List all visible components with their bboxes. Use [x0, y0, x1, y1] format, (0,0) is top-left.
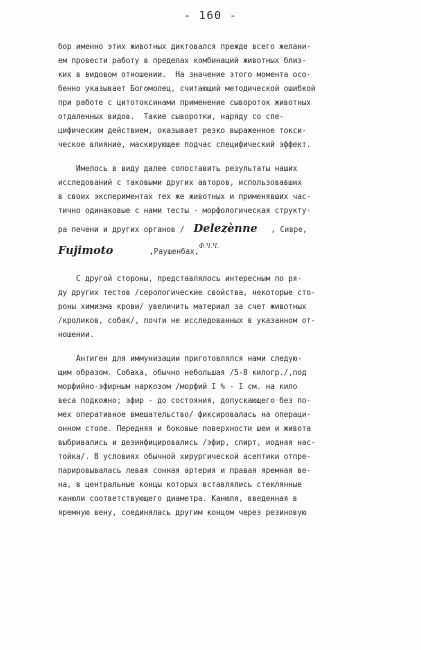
text-line-with-handwriting	[58, 218, 418, 240]
text-line: ческое влияние, маскирующее подчас специфический эффект.	[58, 140, 311, 149]
text-line: отдаленных видов. Такие сыворотки, наряду со спе-	[58, 112, 284, 121]
text-line: Имелось в виду далее сопоставить результаты наших	[58, 164, 298, 173]
text-line: цифическим действием, оказывает резко выраженное токси-	[58, 126, 307, 135]
text-line: /кроликов, собак/, почти не исследованных в указанном от-	[58, 316, 316, 325]
text-line: парировывалась левая сонная артерия и правая яремная ве-	[58, 466, 311, 475]
text-line: онном столе. Передняя и боковые поверхности шеи и живота	[58, 424, 311, 433]
text-line: С другой стороны, представлялось интересным по ря-	[58, 274, 302, 283]
text-line: тойка/. В условиях обычной хирургической асептики отпре-	[58, 452, 311, 461]
text-line: исследований с таковыми других авторов, использовавших	[58, 178, 302, 187]
text-line: выбривались и дезинфицировались /эфир, спирт, иодная нас-	[58, 438, 316, 447]
text-line: морфийно-эфирным наркозом /морфий I % - I см. на кило	[58, 382, 298, 391]
text-line: роны химизма крови/ увеличить материал за счет животных	[58, 302, 307, 311]
paragraph-gap	[58, 342, 418, 352]
text-fragment: ,Раушенбах,	[149, 247, 199, 256]
text-line: ких в видовом отношении. На значение этого момента осо-	[58, 70, 311, 79]
text-line: тично одинаковые с нами тесты - морфологическая структу-	[58, 206, 311, 215]
handwritten-fujimoto: Fujimoto	[58, 244, 114, 257]
text-line: в своих экспериментах тех же животных и применявших час-	[58, 192, 311, 201]
text-line-with-handwriting	[58, 240, 418, 262]
text-line: бор именно этих животных диктовался прежде всего желани-	[58, 42, 311, 51]
text-line: Антиген для иммунизации приготовлялся нами следую-	[58, 354, 302, 363]
text-line: яремную вену, соединялась другим концом через резиновую	[58, 508, 307, 517]
text-line: мех оперативное вмешательство/ фиксировалась на операци-	[58, 410, 311, 419]
paragraph-gap	[58, 152, 418, 162]
text-line: бенно указывает Богомолец, считающий методической ошибкой	[58, 84, 316, 93]
handwritten-note: Ф.Ч.Ч.	[198, 243, 219, 250]
body-text	[58, 40, 418, 520]
text-fragment: ра печени и других органов /	[58, 225, 185, 234]
page-number: - 160 -	[183, 9, 238, 22]
text-line: на, в центральные концы которых вставлялись стеклянные	[58, 480, 302, 489]
text-fragment: , Сивре,	[270, 225, 308, 234]
paragraph-gap	[58, 262, 418, 272]
text-line: ем провести работу в пределах комбинаций животных близ-	[58, 56, 307, 65]
text-line: при работе с цитотоксинами применение сывороток животных	[58, 98, 311, 107]
text-line: щим образом. Собака, обычно небольшая /5-8 килогр./,под	[58, 368, 307, 377]
text-line: веса подкожно; эфир - до состояния, допускающего без по-	[58, 396, 311, 405]
handwritten-delezenne: Delezènne	[193, 222, 258, 235]
text-line: канюли соответствующего диаметра. Канюля, введенная в	[58, 494, 298, 503]
text-line: ношении.	[58, 330, 95, 339]
text-line: ду других тестов /серологические свойства, некоторые сто-	[58, 288, 316, 297]
